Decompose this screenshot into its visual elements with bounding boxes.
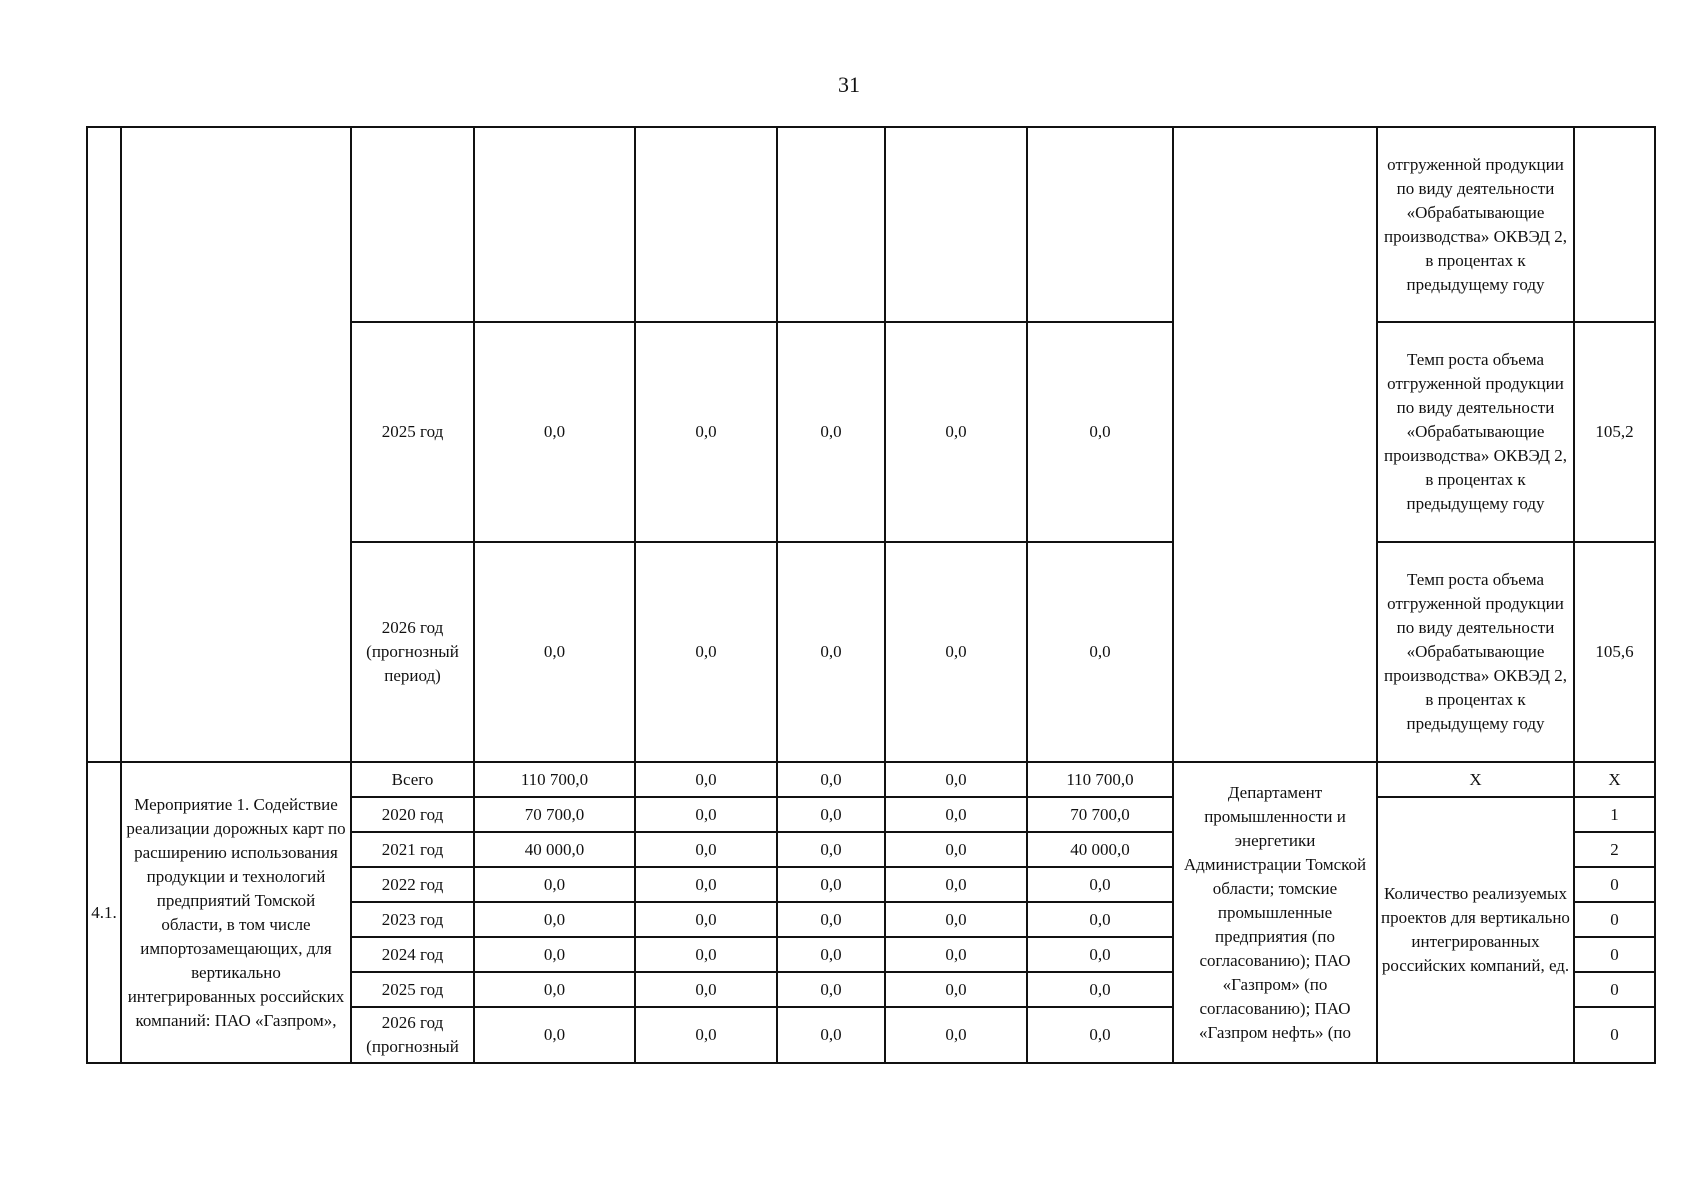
indicator-value-cell: 105,6 — [1574, 542, 1655, 762]
program-table — [86, 126, 1656, 1064]
indicator-value-cell: Х — [1574, 762, 1655, 797]
indicator-cell: Х — [1377, 762, 1574, 797]
amount-cell: 0,0 — [1027, 937, 1173, 972]
amount-cell: 0,0 — [777, 542, 885, 762]
indicator-value-cell — [1574, 127, 1655, 322]
indicator-value-cell: 0 — [1574, 972, 1655, 1007]
amount-cell: 70 700,0 — [1027, 797, 1173, 832]
amount-cell — [885, 127, 1027, 322]
amount-cell: 0,0 — [777, 762, 885, 797]
amount-cell: 0,0 — [474, 542, 635, 762]
amount-cell: 40 000,0 — [474, 832, 635, 867]
amount-cell: 0,0 — [885, 762, 1027, 797]
indicator-value-cell: 0 — [1574, 1007, 1655, 1063]
amount-cell: 0,0 — [635, 867, 777, 902]
amount-cell: 0,0 — [635, 322, 777, 542]
amount-cell: 0,0 — [885, 972, 1027, 1007]
amount-cell: 0,0 — [1027, 902, 1173, 937]
table-row — [87, 127, 1655, 322]
amount-cell: 0,0 — [885, 797, 1027, 832]
period-cell — [351, 127, 474, 322]
amount-cell: 0,0 — [474, 867, 635, 902]
amount-cell: 110 700,0 — [474, 762, 635, 797]
amount-cell: 0,0 — [1027, 867, 1173, 902]
amount-cell: 0,0 — [1027, 972, 1173, 1007]
amount-cell: 0,0 — [474, 322, 635, 542]
indicator-cell: Количество реализуемых проектов для вертикально интегрированных российских компаний, ед. — [1377, 797, 1574, 1063]
period-cell: Всего — [351, 762, 474, 797]
amount-cell: 110 700,0 — [1027, 762, 1173, 797]
amount-cell: 0,0 — [777, 1007, 885, 1063]
amount-cell: 0,0 — [635, 937, 777, 972]
amount-cell: 0,0 — [635, 797, 777, 832]
period-cell: 2025 год — [351, 972, 474, 1007]
amount-cell: 0,0 — [635, 902, 777, 937]
amount-cell: 0,0 — [885, 542, 1027, 762]
amount-cell — [777, 127, 885, 322]
period-cell: 2026 год (прогнозный — [351, 1007, 474, 1063]
amount-cell: 0,0 — [885, 322, 1027, 542]
amount-cell: 0,0 — [777, 972, 885, 1007]
amount-cell: 0,0 — [885, 1007, 1027, 1063]
amount-cell: 0,0 — [885, 902, 1027, 937]
amount-cell: 0,0 — [1027, 322, 1173, 542]
amount-cell: 0,0 — [885, 832, 1027, 867]
period-cell: 2021 год — [351, 832, 474, 867]
indicator-value-cell: 105,2 — [1574, 322, 1655, 542]
measure-number-cell: 4.1. — [87, 762, 121, 1063]
number-cell — [87, 127, 121, 762]
amount-cell: 0,0 — [1027, 1007, 1173, 1063]
executor-cell: Департамент промышленности и энергетики Администрации Томской области; томские промышленные предприятия (по согласованию); ПАО «Газпром» (по согласованию); ПАО «Газпром нефть» (по — [1173, 762, 1377, 1063]
executor-cell — [1173, 127, 1377, 762]
amount-cell: 40 000,0 — [1027, 832, 1173, 867]
amount-cell: 0,0 — [635, 542, 777, 762]
amount-cell: 0,0 — [635, 832, 777, 867]
indicator-cell: Темп роста объема отгруженной продукции по виду деятельности «Обрабатывающие производства» ОКВЭД 2, в процентах к предыдущему году — [1377, 542, 1574, 762]
period-cell: 2024 год — [351, 937, 474, 972]
amount-cell: 0,0 — [474, 937, 635, 972]
indicator-value-cell: 0 — [1574, 867, 1655, 902]
period-cell: 2025 год — [351, 322, 474, 542]
amount-cell — [474, 127, 635, 322]
amount-cell: 0,0 — [777, 937, 885, 972]
amount-cell: 0,0 — [885, 867, 1027, 902]
amount-cell: 0,0 — [1027, 542, 1173, 762]
measure-name-cell: Мероприятие 1. Содействие реализации дорожных карт по расширению использования продукции и технологий предприятий Томской области, в том числе импортозамещающих, для вертикально интегрированных российских компаний: ПАО «Газпром», — [121, 762, 351, 1063]
amount-cell: 0,0 — [777, 867, 885, 902]
amount-cell: 0,0 — [635, 1007, 777, 1063]
period-cell: 2026 год (прогнозный период) — [351, 542, 474, 762]
table-row — [87, 762, 1655, 797]
period-cell: 2020 год — [351, 797, 474, 832]
amount-cell: 0,0 — [777, 832, 885, 867]
amount-cell: 0,0 — [635, 762, 777, 797]
period-cell: 2023 год — [351, 902, 474, 937]
amount-cell: 0,0 — [777, 797, 885, 832]
amount-cell: 0,0 — [635, 972, 777, 1007]
indicator-value-cell: 1 — [1574, 797, 1655, 832]
amount-cell: 0,0 — [777, 322, 885, 542]
indicator-value-cell: 0 — [1574, 902, 1655, 937]
amount-cell — [1027, 127, 1173, 322]
period-cell: 2022 год — [351, 867, 474, 902]
page-number: 31 — [838, 72, 860, 97]
amount-cell — [635, 127, 777, 322]
indicator-value-cell: 2 — [1574, 832, 1655, 867]
amount-cell: 0,0 — [474, 1007, 635, 1063]
amount-cell: 0,0 — [777, 902, 885, 937]
amount-cell: 0,0 — [474, 972, 635, 1007]
indicator-value-cell: 0 — [1574, 937, 1655, 972]
amount-cell: 0,0 — [474, 902, 635, 937]
indicator-cell: отгруженной продукции по виду деятельности «Обрабатывающие производства» ОКВЭД 2, в процентах к предыдущему году — [1377, 127, 1574, 322]
measure-name-cell — [121, 127, 351, 762]
amount-cell: 0,0 — [885, 937, 1027, 972]
amount-cell: 70 700,0 — [474, 797, 635, 832]
indicator-cell: Темп роста объема отгруженной продукции по виду деятельности «Обрабатывающие производства» ОКВЭД 2, в процентах к предыдущему году — [1377, 322, 1574, 542]
